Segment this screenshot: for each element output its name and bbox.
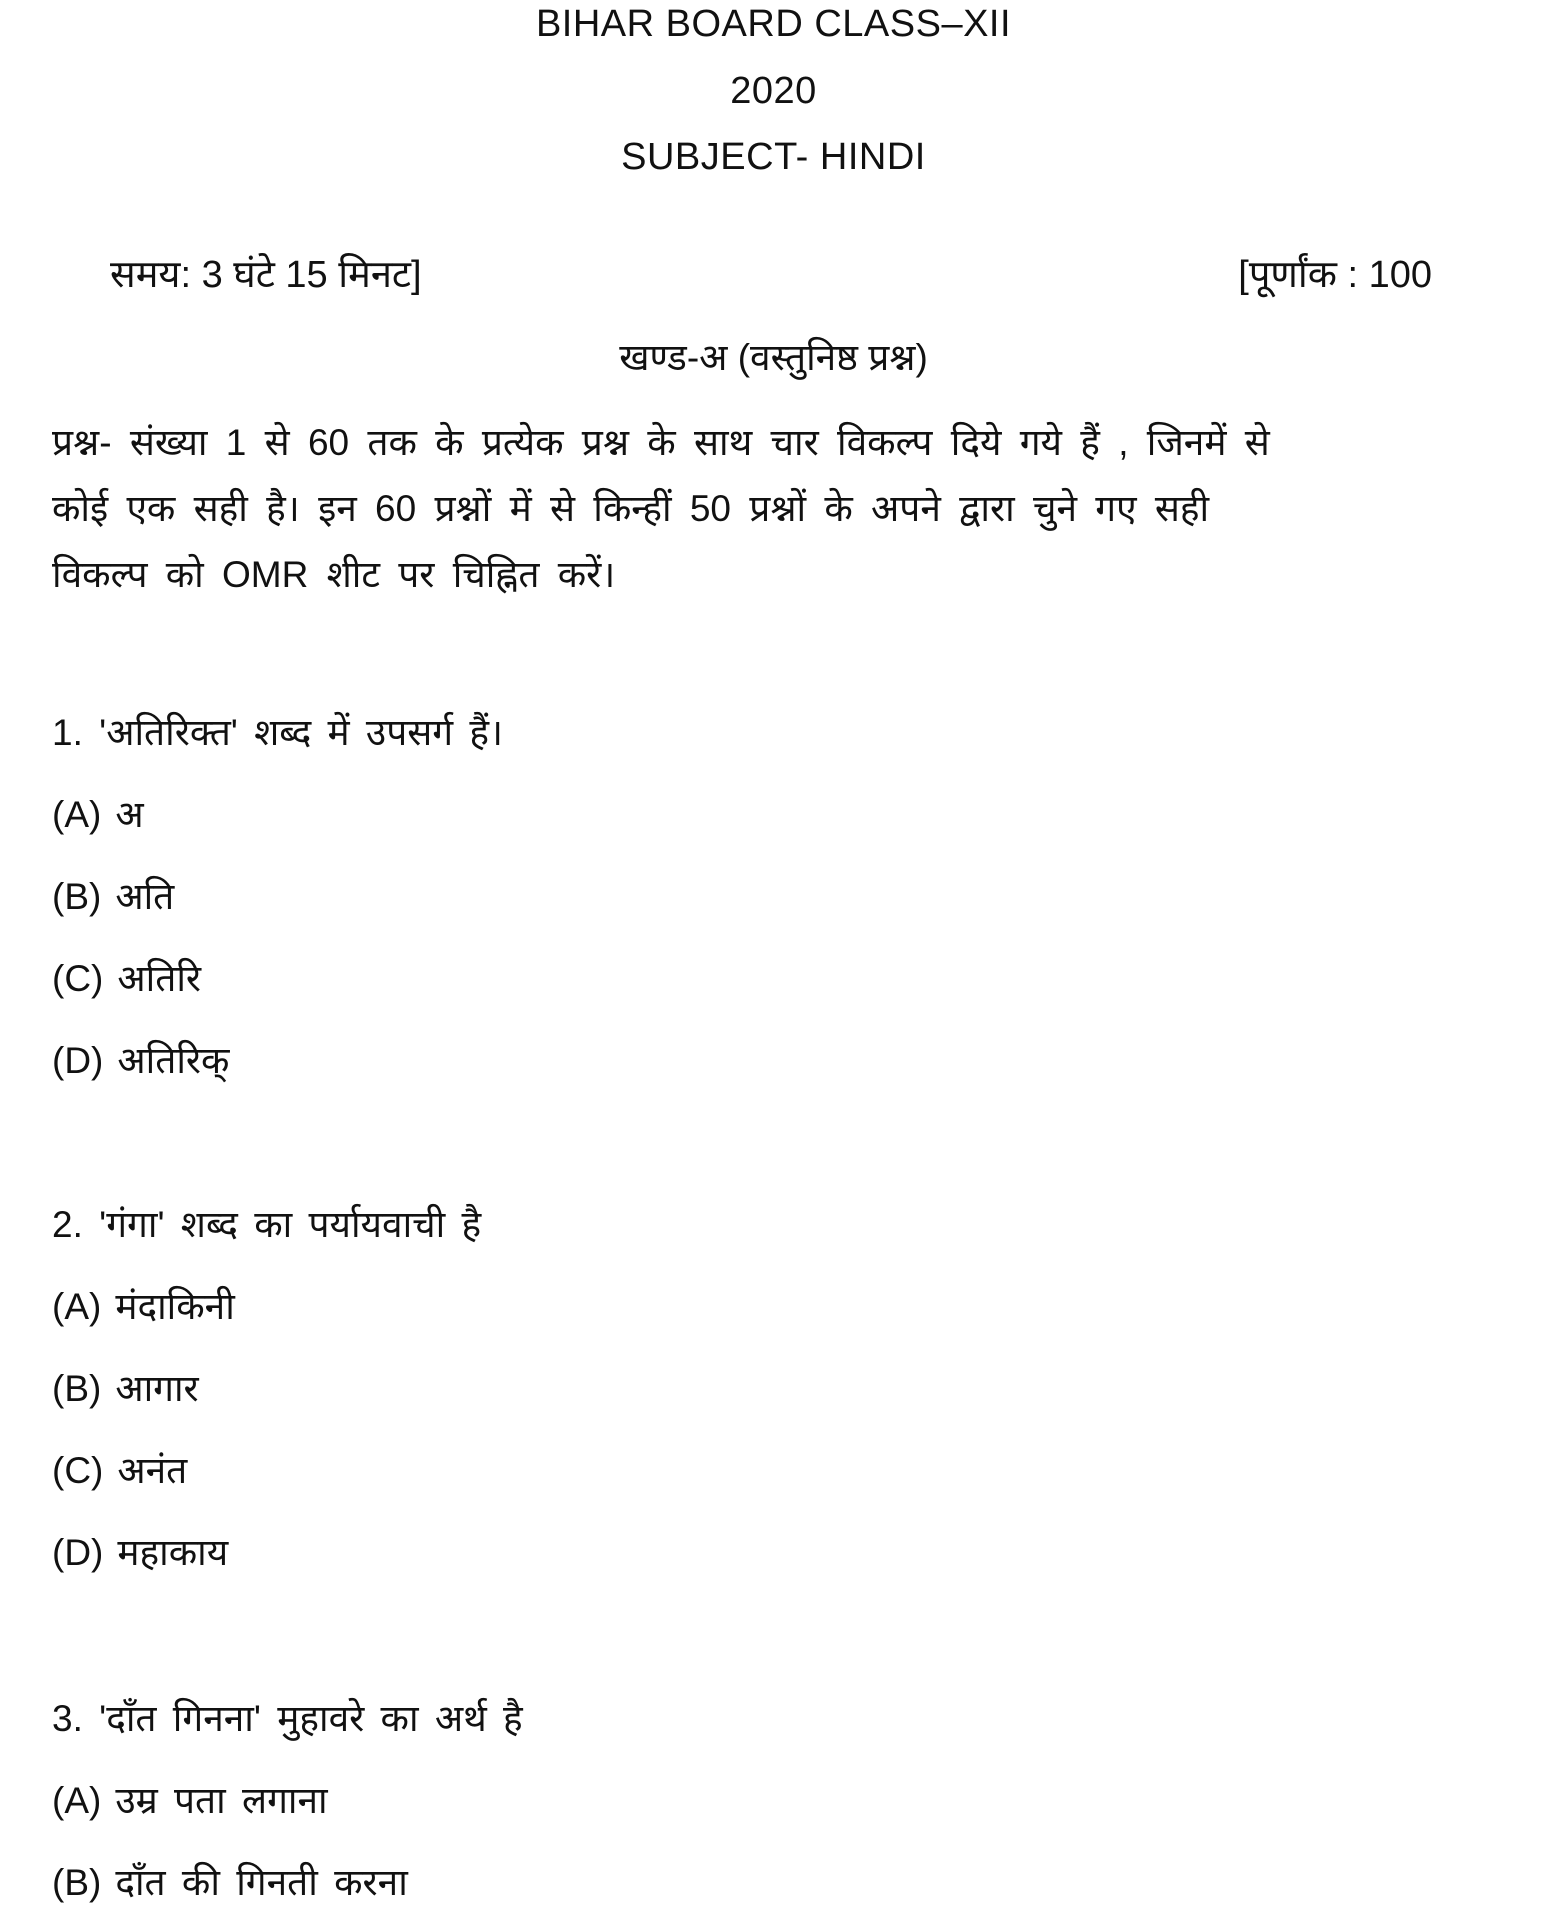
section-title: खण्ड-अ (वस्तुनिष्ठ प्रश्न) — [619, 337, 928, 378]
question-3: 3. 'दाँत गिनना' मुहावरे का अर्थ है — [52, 1698, 523, 1739]
time-allowed: समय: 3 घंटे 15 मिनट] — [110, 254, 422, 296]
question-3-option-a — [52, 1776, 328, 1826]
option-letter: (B) — [52, 1862, 102, 1903]
option-text: अनंत — [117, 1450, 188, 1491]
exam-meta-row — [110, 250, 1432, 300]
option-text: अ — [115, 794, 144, 835]
option-text: मंदाकिनी — [115, 1286, 235, 1327]
question-2: 2. 'गंगा' शब्द का पर्यायवाची है — [52, 1204, 482, 1245]
option-letter: (A) — [52, 1286, 102, 1327]
option-text: अति — [115, 876, 175, 917]
full-marks: [पूर्णांक : 100 — [1238, 254, 1432, 296]
option-letter: (D) — [52, 1040, 104, 1081]
question-3-option-b — [52, 1858, 408, 1908]
option-letter: (B) — [52, 1368, 102, 1409]
question-2-option-c — [52, 1446, 187, 1496]
option-letter: (C) — [52, 958, 104, 999]
instructions-paragraph — [52, 410, 1492, 608]
option-text: आगार — [115, 1368, 199, 1409]
subject-title: SUBJECT- HINDI — [621, 136, 926, 178]
question-1-option-c — [52, 954, 201, 1004]
question-1-option-d — [52, 1036, 229, 1086]
option-text: अतिरिक् — [117, 1040, 230, 1081]
board-title: BIHAR BOARD CLASS–XII — [535, 3, 1012, 45]
question-2-option-a — [52, 1282, 235, 1332]
instruction-line: कोई एक सही है। इन 60 प्रश्नों में से किन्हीं 50 प्रश्नों के अपने द्वारा चुने गए सही — [52, 488, 1210, 529]
question-2-option-d — [52, 1528, 228, 1578]
instruction-line: प्रश्न- संख्या 1 से 60 तक के प्रत्येक प्रश्न के साथ चार विकल्प दिये गये हैं , जिनमें से — [52, 422, 1270, 463]
option-letter: (B) — [52, 876, 102, 917]
option-letter: (D) — [52, 1532, 104, 1573]
option-letter: (C) — [52, 1450, 104, 1491]
question-1: 1. 'अतिरिक्त' शब्द में उपसर्ग हैं। — [52, 712, 504, 753]
option-text: उम्र पता लगाना — [115, 1780, 328, 1821]
option-text: महाकाय — [117, 1532, 229, 1573]
option-letter: (A) — [52, 794, 102, 835]
option-letter: (A) — [52, 1780, 102, 1821]
question-1-option-a — [52, 790, 144, 840]
question-1-option-b — [52, 872, 174, 922]
option-text: दाँत की गिनती करना — [115, 1862, 408, 1903]
option-text: अतिरि — [117, 958, 202, 999]
instruction-line: विकल्प को OMR शीट पर चिह्नित करें। — [52, 554, 616, 595]
question-2-option-b — [52, 1364, 199, 1414]
exam-year: 2020 — [730, 70, 817, 112]
